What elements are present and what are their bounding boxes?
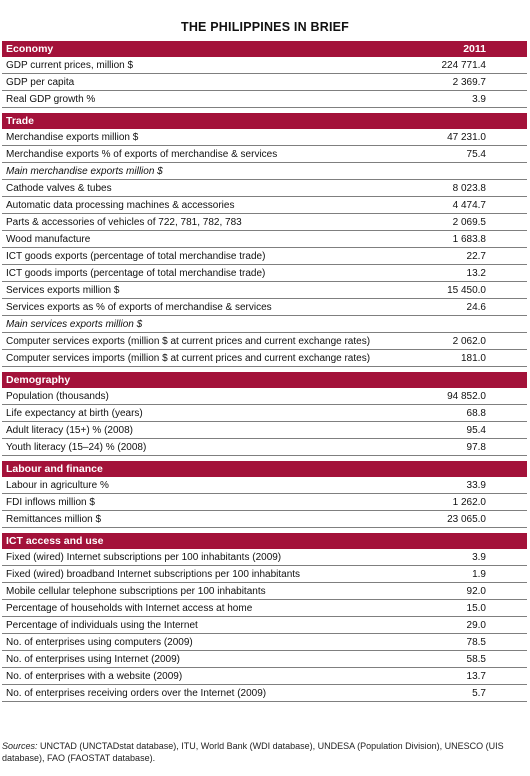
year-label: 2011 [463, 43, 486, 55]
brief-table [2, 41, 527, 702]
row-value: 8 023.8 [452, 183, 486, 194]
section-title: Economy [6, 43, 54, 55]
table-row [2, 333, 527, 350]
table-row [2, 439, 527, 456]
section-header [2, 461, 527, 477]
row-label: Population (thousands) [6, 391, 109, 402]
row-label: Main services exports million $ [6, 319, 143, 330]
table-row [2, 494, 527, 511]
table-row [2, 634, 527, 651]
table-row [2, 231, 527, 248]
table-row [2, 316, 527, 333]
row-label: Parts & accessories of vehicles of 722, 781, 782, 783 [6, 217, 242, 228]
table-row [2, 422, 527, 439]
row-label: GDP per capita [6, 77, 75, 88]
table-row [2, 214, 527, 231]
table-row [2, 600, 527, 617]
row-value: 15.0 [466, 603, 486, 614]
row-value: 5.7 [472, 688, 486, 699]
row-value: 97.8 [466, 442, 486, 453]
table-row [2, 180, 527, 197]
row-value: 58.5 [466, 654, 486, 665]
table-row [2, 248, 527, 265]
table-row [2, 685, 527, 702]
row-label: No. of enterprises receiving orders over the Internet (2009) [6, 688, 267, 699]
section-title: Demography [6, 374, 71, 386]
section-header [2, 113, 527, 129]
table-row [2, 129, 527, 146]
sources-label: Sources: [2, 741, 38, 751]
row-label: Youth literacy (15–24) % (2008) [6, 442, 147, 453]
table-row [2, 651, 527, 668]
row-label: Labour in agriculture % [6, 480, 109, 491]
row-value: 2 069.5 [452, 217, 486, 228]
row-label: Computer services imports (million $ at current prices and current exchange rates) [6, 353, 371, 364]
row-label: Services exports as % of exports of merchandise & services [6, 302, 272, 313]
table-row [2, 668, 527, 685]
sources-text: UNCTAD (UNCTADstat database), ITU, World Bank (WDI database), UNDESA (Population Division), UNESCO (UIS database), FAO (FAOSTAT database). [2, 741, 504, 763]
row-value: 68.8 [466, 408, 486, 419]
table-row [2, 91, 527, 108]
row-label: Cathode valves & tubes [6, 183, 112, 194]
row-label: Merchandise exports % of exports of merchandise & services [6, 149, 278, 160]
table-row [2, 146, 527, 163]
table-row [2, 511, 527, 528]
row-value: 1 683.8 [452, 234, 486, 245]
row-value: 22.7 [466, 251, 486, 262]
row-label: No. of enterprises using Internet (2009) [6, 654, 180, 665]
row-value: 33.9 [466, 480, 486, 491]
table-row [2, 350, 527, 367]
row-value: 2 369.7 [452, 77, 486, 88]
row-label: Life expectancy at birth (years) [6, 408, 143, 419]
row-label: Fixed (wired) broadband Internet subscriptions per 100 inhabitants [6, 569, 301, 580]
row-label: Adult literacy (15+) % (2008) [6, 425, 134, 436]
row-label: ICT goods exports (percentage of total merchandise trade) [6, 251, 266, 262]
row-value: 94 852.0 [447, 391, 486, 402]
row-value: 24.6 [466, 302, 486, 313]
row-label: No. of enterprises using computers (2009) [6, 637, 193, 648]
row-value: 15 450.0 [447, 285, 486, 296]
row-label: Merchandise exports million $ [6, 132, 139, 143]
sources-note [2, 740, 526, 764]
table-row [2, 388, 527, 405]
row-value: 29.0 [466, 620, 486, 631]
row-value: 224 771.4 [441, 60, 486, 71]
row-value: 3.9 [472, 94, 486, 105]
row-value: 2 062.0 [452, 336, 486, 347]
table-row [2, 566, 527, 583]
table-row [2, 405, 527, 422]
row-label: Fixed (wired) Internet subscriptions per 100 inhabitants (2009) [6, 552, 282, 563]
row-label: GDP current prices, million $ [6, 60, 134, 71]
row-label: No. of enterprises with a website (2009) [6, 671, 183, 682]
table-row [2, 477, 527, 494]
section-header [2, 372, 527, 388]
row-label: ICT goods imports (percentage of total merchandise trade) [6, 268, 266, 279]
row-value: 92.0 [466, 586, 486, 597]
row-value: 13.7 [466, 671, 486, 682]
section-title: Labour and finance [6, 463, 103, 475]
row-value: 23 065.0 [447, 514, 486, 525]
row-value: 95.4 [466, 425, 486, 436]
page-title: THE PHILIPPINES IN BRIEF [180, 20, 349, 34]
row-label: Percentage of households with Internet access at home [6, 603, 253, 614]
table-row [2, 74, 527, 91]
row-label: Automatic data processing machines & accessories [6, 200, 235, 211]
section-header [2, 533, 527, 549]
row-value: 181.0 [460, 353, 486, 364]
section-title: Trade [6, 115, 35, 127]
row-value: 47 231.0 [447, 132, 486, 143]
row-value: 78.5 [466, 637, 486, 648]
row-label: Wood manufacture [6, 234, 91, 245]
table-row [2, 583, 527, 600]
row-value: 1 262.0 [452, 497, 486, 508]
table-row [2, 163, 527, 180]
row-label: Real GDP growth % [6, 94, 96, 105]
table-row [2, 299, 527, 316]
table-row [2, 282, 527, 299]
row-value: 13.2 [466, 268, 486, 279]
row-label: Main merchandise exports million $ [6, 166, 163, 177]
row-value: 3.9 [472, 552, 486, 563]
table-row [2, 57, 527, 74]
row-label: FDI inflows million $ [6, 497, 95, 508]
table-row [2, 617, 527, 634]
table-row [2, 197, 527, 214]
row-label: Remittances million $ [6, 514, 102, 525]
section-header [2, 41, 527, 57]
section-title: ICT access and use [6, 535, 104, 547]
row-value: 1.9 [472, 569, 486, 580]
row-value: 4 474.7 [452, 200, 486, 211]
row-label: Computer services exports (million $ at current prices and current exchange rates) [6, 336, 371, 347]
row-value: 75.4 [466, 149, 486, 160]
row-label: Services exports million $ [6, 285, 120, 296]
row-label: Mobile cellular telephone subscriptions per 100 inhabitants [6, 586, 266, 597]
table-row [2, 265, 527, 282]
table-row [2, 549, 527, 566]
row-label: Percentage of individuals using the Internet [6, 620, 198, 631]
